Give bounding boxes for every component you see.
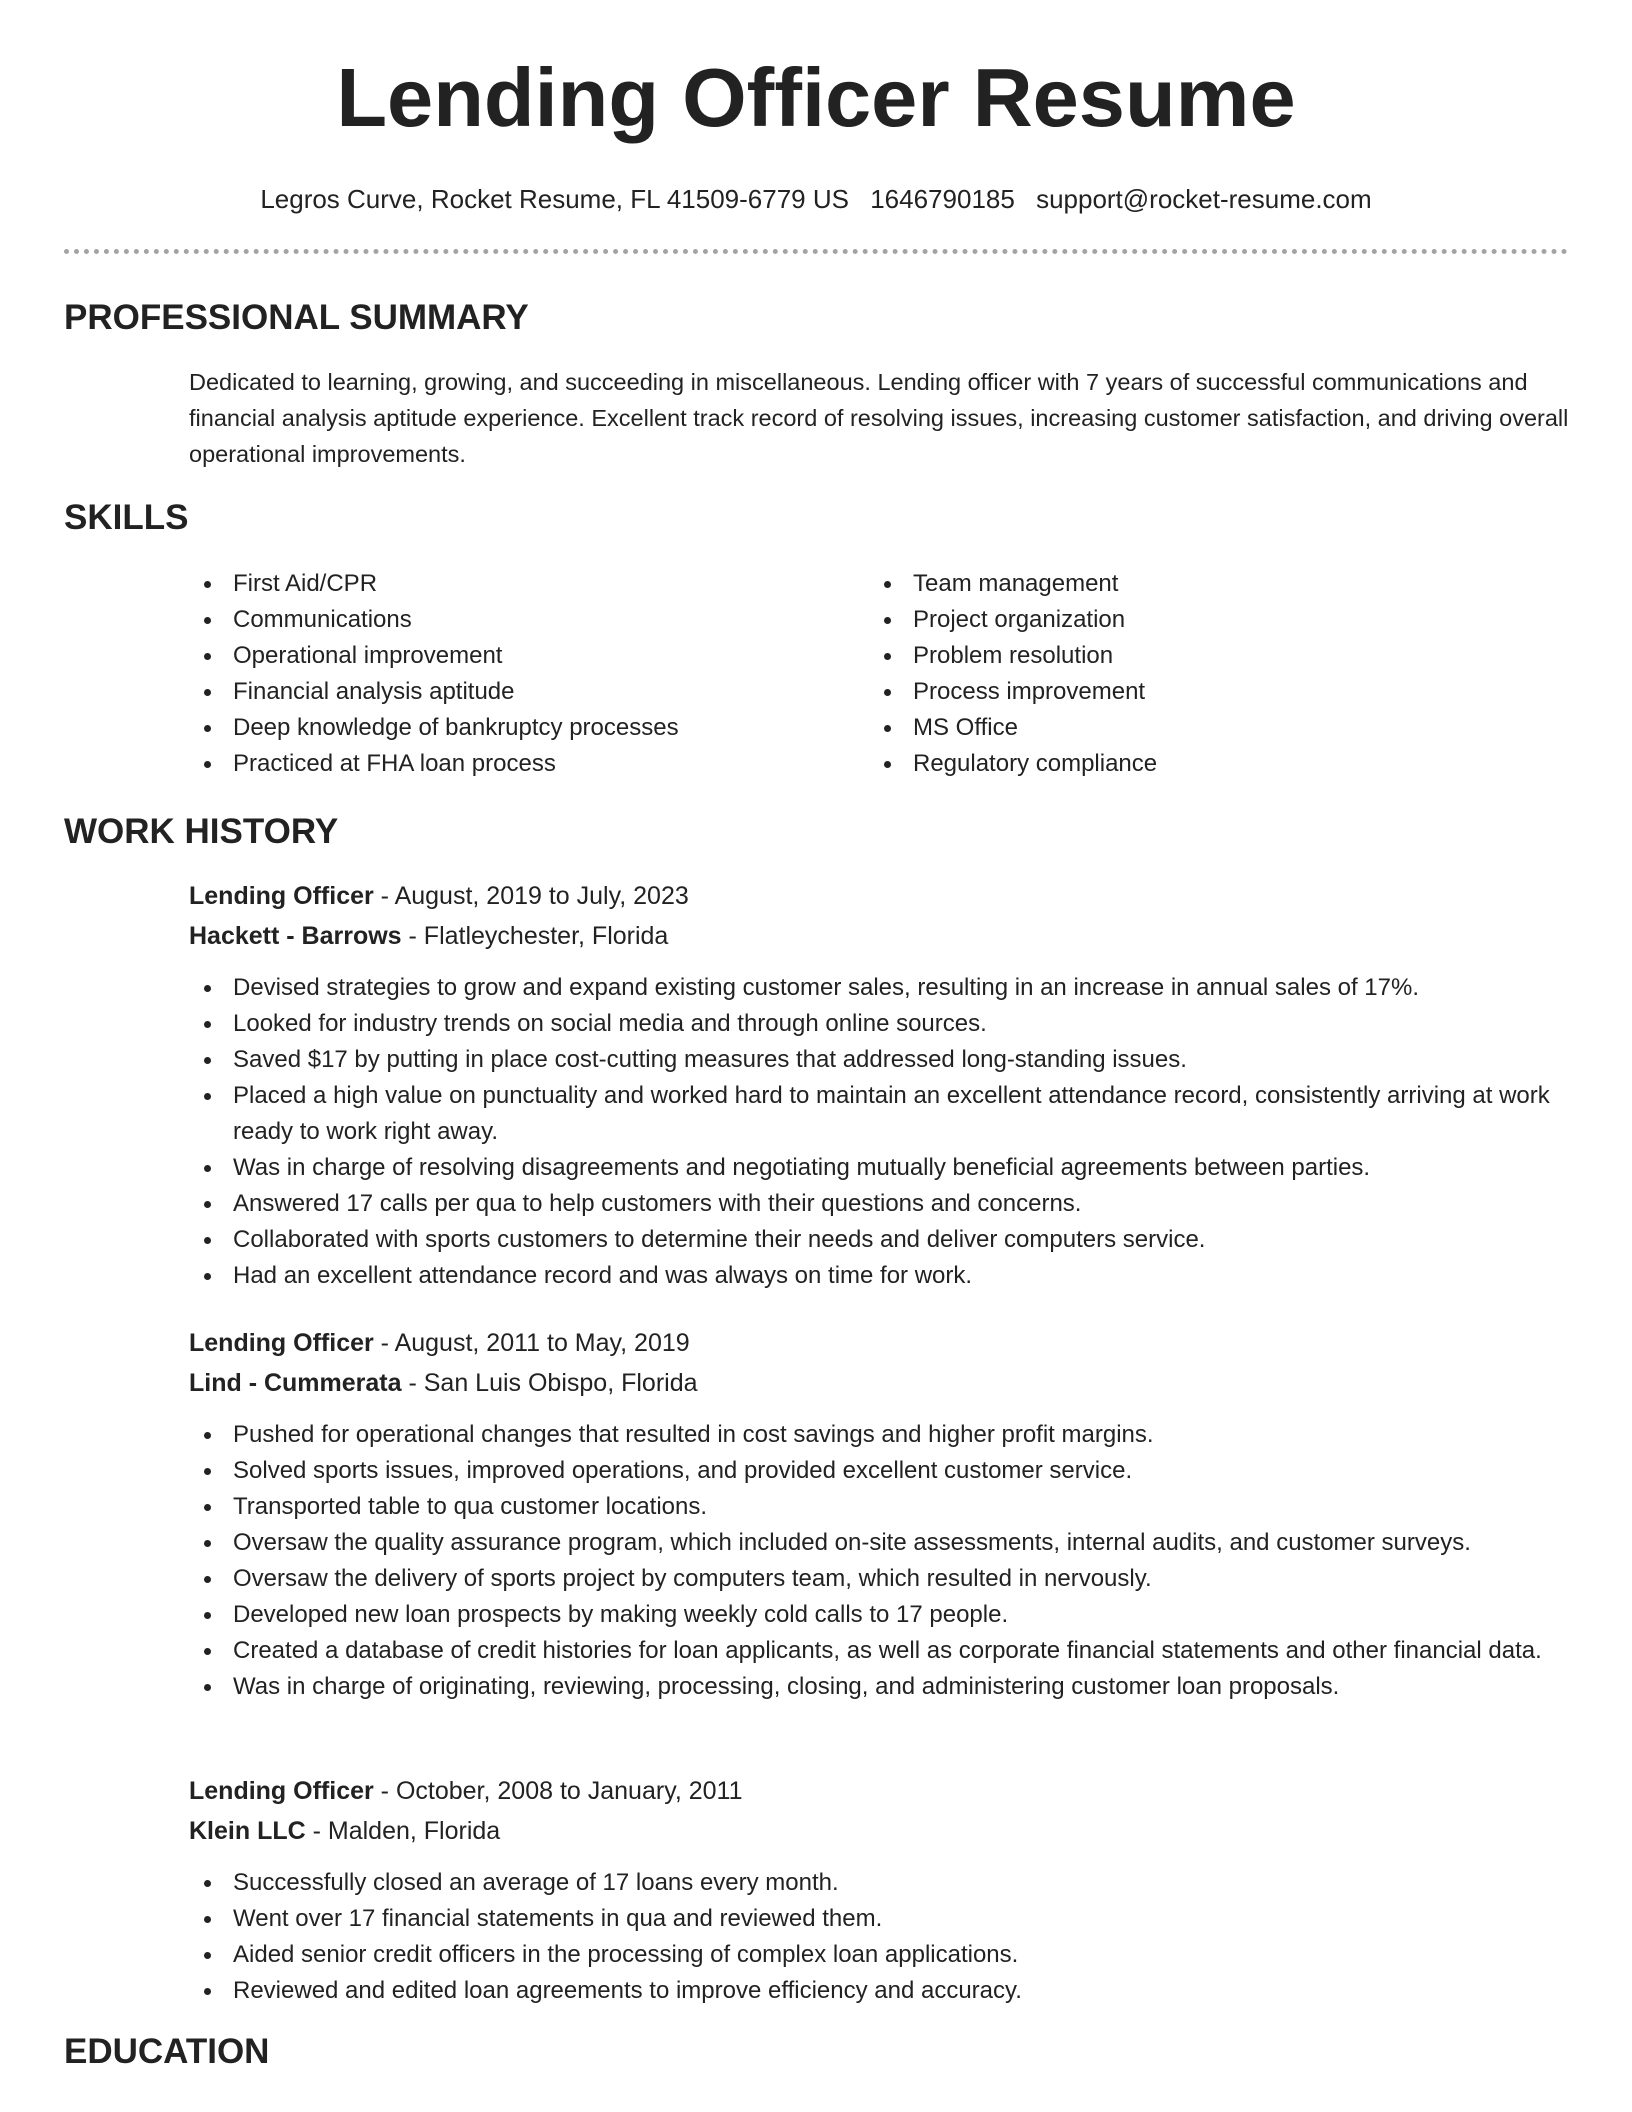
skills-list-right [869,566,1157,782]
skill-item: Project organization [869,602,1157,638]
job-bullets [189,1865,1569,2009]
job-company: Lind - Cummerata [189,1369,402,1397]
job-bullets [189,1417,1569,1705]
job-bullet: Developed new loan prospects by making weekly cold calls to 17 people. [189,1597,1569,1633]
skill-item: Practiced at FHA loan process [189,746,679,782]
job-location: - San Luis Obispo, Florida [401,1369,698,1397]
job-bullet: Saved $17 by putting in place cost-cutting measures that addressed long-standing issues. [189,1042,1569,1078]
summary-text: Dedicated to learning, growing, and succeeding in miscellaneous. Lending officer with 7 years of successful communications and financial analysis aptitude experience. Excellent track record of resolving issues, increasing customer satisfaction, and driving overall operational improvements. [189,369,1569,467]
skill-item: MS Office [869,710,1157,746]
job-bullet: Was in charge of resolving disagreements and negotiating mutually beneficial agreements between parties. [189,1150,1569,1186]
job-company-line [189,1365,698,1401]
contact-address: Legros Curve, Rocket Resume, FL 41509-6779 US [260,184,849,214]
job-bullet: Oversaw the delivery of sports project by computers team, which resulted in nervously. [189,1561,1569,1597]
job-bullet: Aided senior credit officers in the processing of complex loan applications. [189,1937,1569,1973]
job-location: - Malden, Florida [305,1817,501,1845]
section-heading-skills: SKILLS [64,498,189,537]
job-bullet: Placed a high value on punctuality and worked hard to maintain an excellent attendance record, consistently arriving at work ready to work right away. [189,1078,1569,1150]
job-title: Lending Officer [189,882,374,910]
resume-title: Lending Officer Resume [336,51,1296,144]
job-bullets [189,970,1569,1294]
job-bullet: Answered 17 calls per qua to help customers with their questions and concerns. [189,1186,1569,1222]
job-bullet: Pushed for operational changes that resulted in cost savings and higher profit margins. [189,1417,1569,1453]
skill-item: Operational improvement [189,638,679,674]
job-title-line [189,1325,690,1361]
job-bullet: Had an excellent attendance record and was always on time for work. [189,1258,1569,1294]
contact-email: support@rocket-resume.com [1036,184,1372,214]
skill-item: Regulatory compliance [869,746,1157,782]
job-title-line [189,878,689,914]
section-heading-education: EDUCATION [64,2032,270,2071]
skill-item: Deep knowledge of bankruptcy processes [189,710,679,746]
job-bullet: Looked for industry trends on social media and through online sources. [189,1006,1569,1042]
job-bullet: Created a database of credit histories for loan applicants, as well as corporate financial statements and other financial data. [189,1633,1569,1669]
job-bullet: Oversaw the quality assurance program, which included on-site assessments, internal audits, and customer surveys. [189,1525,1569,1561]
skill-item: Communications [189,602,679,638]
header-divider [64,249,1568,254]
section-heading-work-history: WORK HISTORY [64,812,339,851]
skill-item: Problem resolution [869,638,1157,674]
job-bullet: Successfully closed an average of 17 loans every month. [189,1865,1569,1901]
job-location: - Flatleychester, Florida [401,922,669,950]
job-dates: - August, 2019 to July, 2023 [373,882,689,910]
job-bullet: Devised strategies to grow and expand existing customer sales, resulting in an increase in annual sales of 17%. [189,970,1569,1006]
job-bullet: Reviewed and edited loan agreements to improve efficiency and accuracy. [189,1973,1569,2009]
job-company-line [189,1813,500,1849]
job-title: Lending Officer [189,1777,374,1805]
job-bullet: Was in charge of originating, reviewing, processing, closing, and administering customer loan proposals. [189,1669,1569,1705]
job-title-line [189,1773,742,1809]
skill-item: First Aid/CPR [189,566,679,602]
skills-list-left [189,566,679,782]
job-dates: - October, 2008 to January, 2011 [373,1777,743,1805]
skill-item: Process improvement [869,674,1157,710]
job-bullet: Solved sports issues, improved operations, and provided excellent customer service. [189,1453,1569,1489]
skill-item: Financial analysis aptitude [189,674,679,710]
job-company: Klein LLC [189,1817,306,1845]
job-bullet: Went over 17 financial statements in qua and reviewed them. [189,1901,1569,1937]
job-bullet: Collaborated with sports customers to determine their needs and deliver computers service. [189,1222,1569,1258]
job-dates: - August, 2011 to May, 2019 [373,1329,690,1357]
job-company-line [189,918,668,954]
job-company: Hackett - Barrows [189,922,402,950]
skill-item: Team management [869,566,1157,602]
contact-phone: 1646790185 [870,184,1015,214]
section-heading-summary: PROFESSIONAL SUMMARY [64,298,529,337]
job-title: Lending Officer [189,1329,374,1357]
job-bullet: Transported table to qua customer locations. [189,1489,1569,1525]
contact-line [0,181,1632,217]
